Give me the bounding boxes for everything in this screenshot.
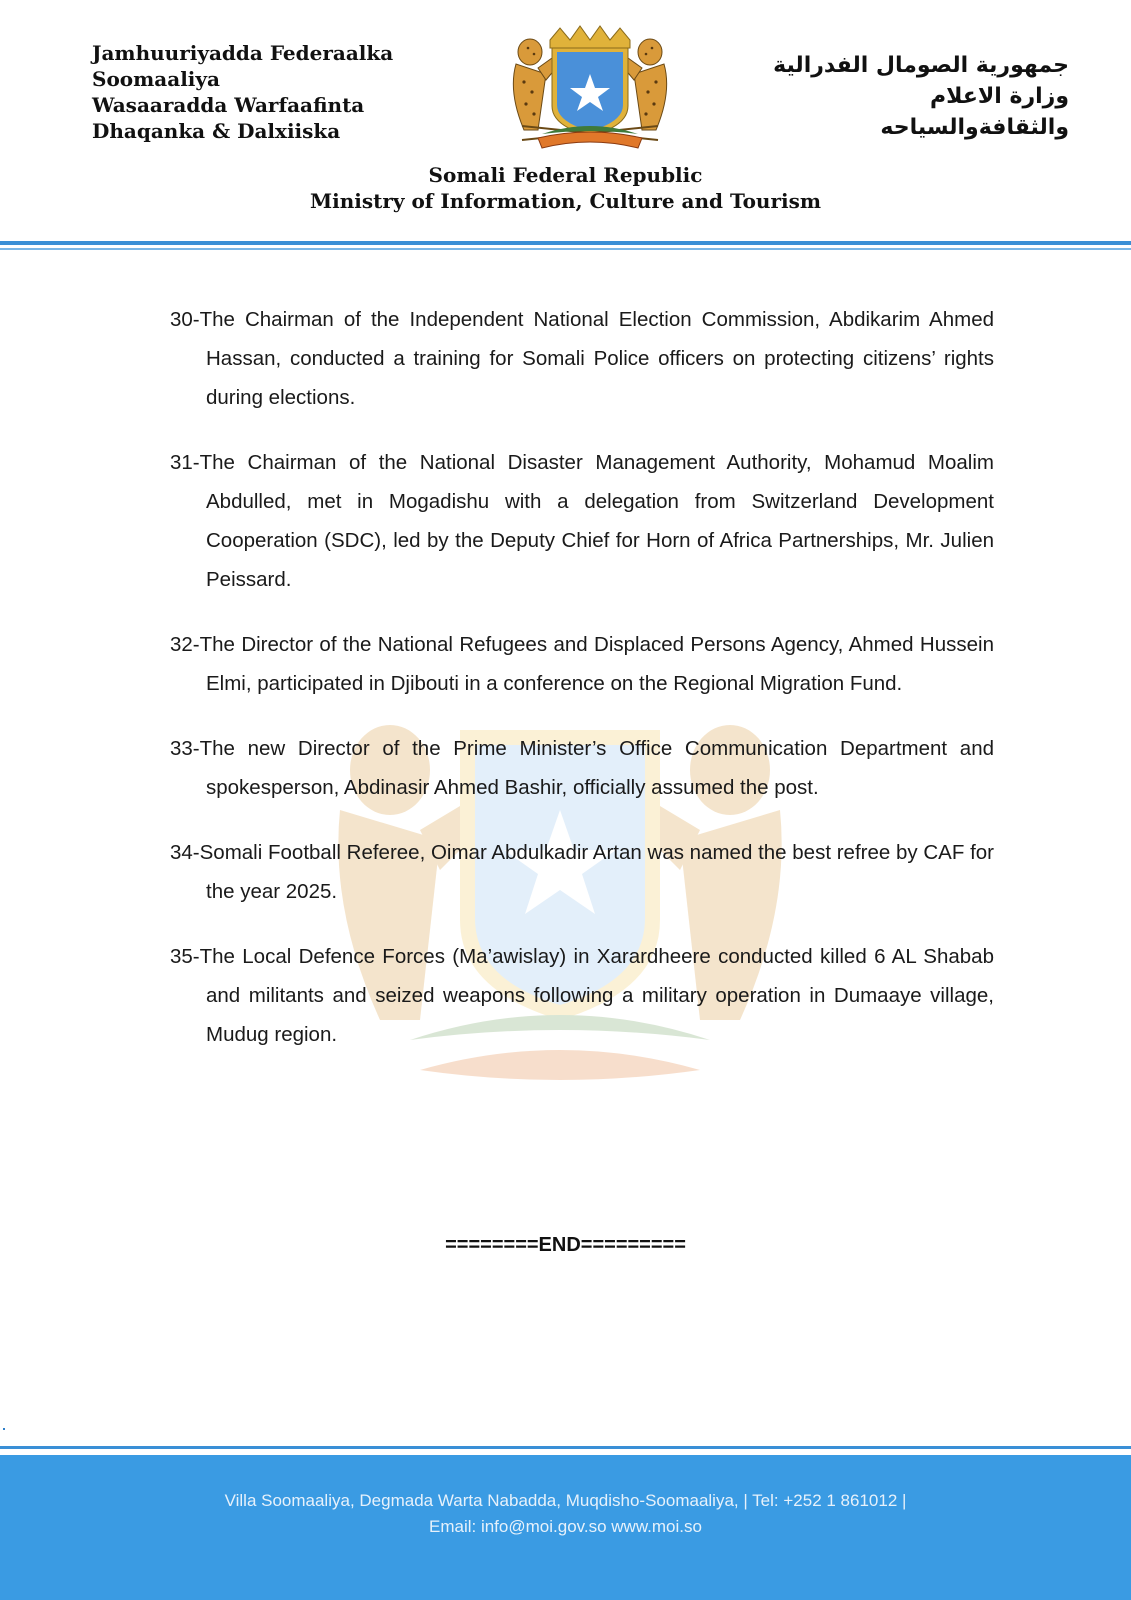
footer-email: Email: info@moi.gov.so www.moi.so	[429, 1517, 702, 1536]
list-item: 30-The Chairman of the Independent National Election Commission, Abdikarim Ahmed Hassan, conducted a training for Somali Police officers on protecting citizens’ rights during elections.	[170, 308, 994, 409]
header-right-title	[773, 50, 1069, 143]
header-center-title	[0, 162, 1131, 214]
list-item: 31-The Chairman of the National Disaster Management Authority, Mohamud Moalim Abdulled, met in Mogadishu with a delegation from Switzerland Development Cooperation (SDC), led by the Deputy Chief for Horn of Africa Partnerships, Mr. Julien Peissard.	[170, 451, 994, 591]
header-left-line: Soomaaliya	[92, 67, 220, 91]
header-center-line: Somali Federal Republic	[428, 163, 703, 187]
somalia-coat-of-arms-icon	[502, 22, 678, 152]
list-item: 33-The new Director of the Prime Minister’s Office Communication Department and spokesperson, Abdinasir Ahmed Bashir, officially assumed the post.	[170, 737, 994, 799]
header-right-line: والثقافةوالسياحه	[880, 115, 1069, 140]
list-item: 35-The Local Defence Forces (Ma’awislay) in Xarardheere conducted killed 6 AL Shabab and militants and seized weapons following a military operation in Dumaaye village, Mudug region.	[170, 945, 994, 1046]
page-dot-mark	[3, 1428, 5, 1430]
footer-address: Villa Soomaaliya, Degmada Warta Nabadda, Muqdisho-Soomaaliya, | Tel: +252 1 861012 |	[224, 1491, 907, 1510]
list-item: 34-Somali Football Referee, Oimar Abdulkadir Artan was named the best refree by CAF for the year 2025.	[170, 841, 994, 903]
header-left-line: Jamhuuriyadda Federaalka	[92, 41, 394, 65]
header-right-line: وزارة الاعلام	[930, 84, 1069, 109]
header-left-line: Wasaaradda Warfaafinta	[92, 93, 365, 117]
news-items-list	[170, 300, 994, 1080]
footer-contact	[0, 1488, 1131, 1540]
header-divider	[0, 241, 1131, 245]
header-left-line: Dhaqanka & Dalxiiska	[92, 119, 341, 143]
footer-divider	[0, 1446, 1131, 1449]
end-marker: ========END=========	[445, 1234, 686, 1256]
header-center-line: Ministry of Information, Culture and Tourism	[309, 189, 822, 213]
header-left-title	[92, 40, 393, 144]
list-item: 32-The Director of the National Refugees and Displaced Persons Agency, Ahmed Hussein Elmi, participated in Djibouti in a conference on the Regional Migration Fund.	[170, 633, 994, 695]
header-divider-thin	[0, 248, 1131, 250]
header-right-line: جمهورية الصومال الفدرالية	[773, 53, 1069, 78]
